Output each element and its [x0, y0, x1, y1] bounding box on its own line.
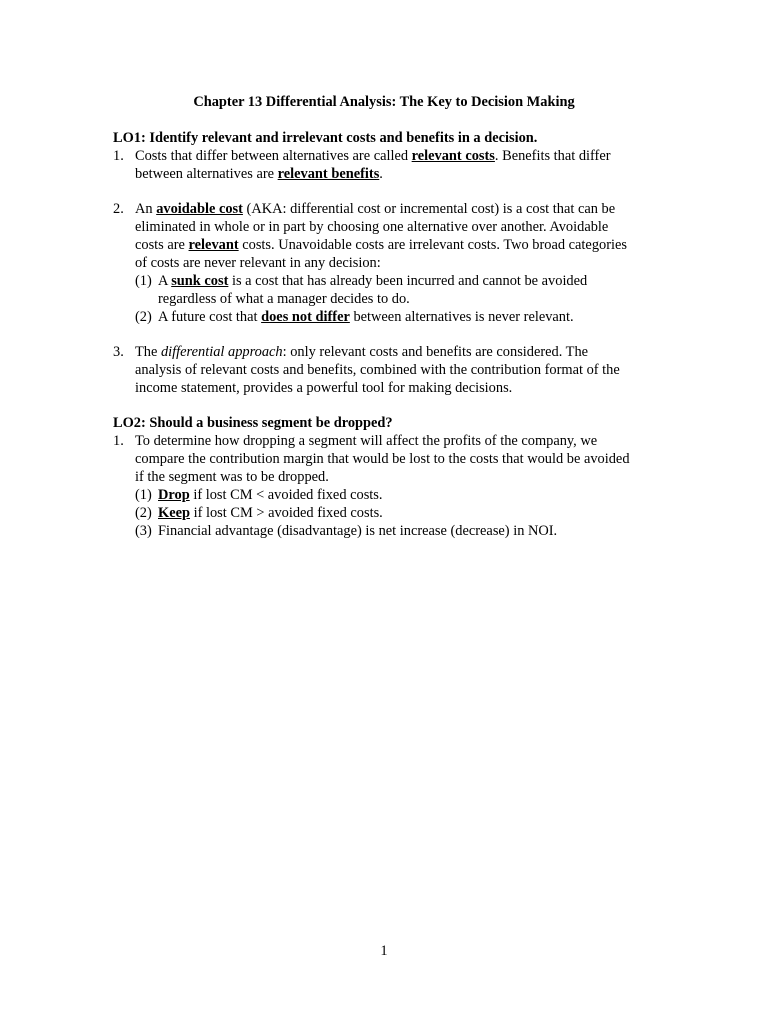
- term-relevant-costs: relevant costs: [411, 148, 495, 164]
- text-run: costs are: [135, 237, 189, 253]
- lo2-item-1-sub-1: [135, 486, 673, 504]
- text-run: (AKA: differential cost or incremental cost) is a cost that can be: [242, 201, 616, 217]
- term-relevant: relevant: [188, 237, 239, 253]
- lo1-item-2-sub-2: [135, 308, 673, 326]
- text-line: if the segment was to be dropped.: [135, 469, 329, 485]
- text-run: between alternatives are: [135, 166, 278, 182]
- lo1-item-2: [113, 200, 673, 326]
- text-run: : only relevant costs and benefits are considered. The: [282, 344, 589, 360]
- text-run: Financial advantage (disadvantage) is net increase (decrease) in NOI.: [158, 523, 558, 539]
- text-line: compare the contribution margin that would be lost to the costs that would be avoided: [135, 451, 630, 467]
- list-number: 1.: [113, 433, 124, 449]
- lo2-item-1-sub-3: [135, 522, 673, 540]
- text-line: [135, 147, 673, 165]
- term-keep: Keep: [158, 505, 190, 521]
- term-avoidable-cost: avoidable cost: [156, 201, 243, 217]
- text-run: A: [158, 273, 172, 289]
- text-line: eliminated in whole or in part by choosing one alternative over another. Avoidable: [135, 219, 609, 235]
- lo2-item-1-sub-2: [135, 504, 673, 522]
- sub-list-number: (3): [135, 523, 152, 539]
- page-number: 1: [380, 943, 388, 959]
- text-line: [158, 308, 673, 326]
- text-run: Costs that differ between alternatives are called: [135, 148, 412, 164]
- lo1-item-3: [113, 343, 673, 397]
- text-line: [158, 272, 673, 290]
- term-relevant-benefits: relevant benefits: [277, 166, 380, 182]
- term-does-not-differ: does not differ: [261, 309, 350, 325]
- term-drop: Drop: [158, 487, 190, 503]
- text-run: An: [135, 201, 157, 217]
- text-line: To determine how dropping a segment will affect the profits of the company, we: [135, 433, 598, 449]
- lo1-heading: LO1: Identify relevant and irrelevant costs and benefits in a decision.: [113, 130, 538, 146]
- sub-list-number: (2): [135, 505, 152, 521]
- lo2-heading: LO2: Should a business segment be dropped?: [113, 415, 393, 431]
- list-number: 2.: [113, 201, 124, 217]
- text-run: A future cost that: [158, 309, 262, 325]
- text-line: [135, 343, 673, 361]
- sub-list-number: (1): [135, 273, 152, 289]
- text-line: regardless of what a manager decides to do.: [158, 291, 410, 307]
- text-line: analysis of relevant costs and benefits, combined with the contribution format of the: [135, 362, 620, 378]
- lo1-item-1: [113, 147, 673, 183]
- text-run: between alternatives is never relevant.: [349, 309, 574, 325]
- text-run: costs. Unavoidable costs are irrelevant costs. Two broad categories: [238, 237, 627, 253]
- term-sunk-cost: sunk cost: [171, 273, 229, 289]
- lo2-item-1: [113, 432, 673, 540]
- text-run: is a cost that has already been incurred and cannot be avoided: [228, 273, 588, 289]
- term-differential-approach: differential approach: [160, 344, 283, 360]
- text-line: income statement, provides a powerful tool for making decisions.: [135, 380, 513, 396]
- sub-list-number: (1): [135, 487, 152, 503]
- page-title: Chapter 13 Differential Analysis: The Key to Decision Making: [193, 94, 575, 110]
- text-run: . Benefits that differ: [494, 148, 611, 164]
- text-run: if lost CM < avoided fixed costs.: [189, 487, 383, 503]
- sub-list-number: (2): [135, 309, 152, 325]
- list-number: 1.: [113, 148, 124, 164]
- text-run: .: [379, 166, 383, 182]
- lo1-item-2-sub-1: [135, 272, 673, 308]
- text-line: [135, 236, 673, 254]
- text-line: [135, 200, 673, 218]
- text-run: if lost CM > avoided fixed costs.: [189, 505, 383, 521]
- text-run: The: [135, 344, 161, 360]
- text-line: [135, 165, 673, 183]
- list-number: 3.: [113, 344, 124, 360]
- text-line: of costs are never relevant in any decision:: [135, 255, 381, 271]
